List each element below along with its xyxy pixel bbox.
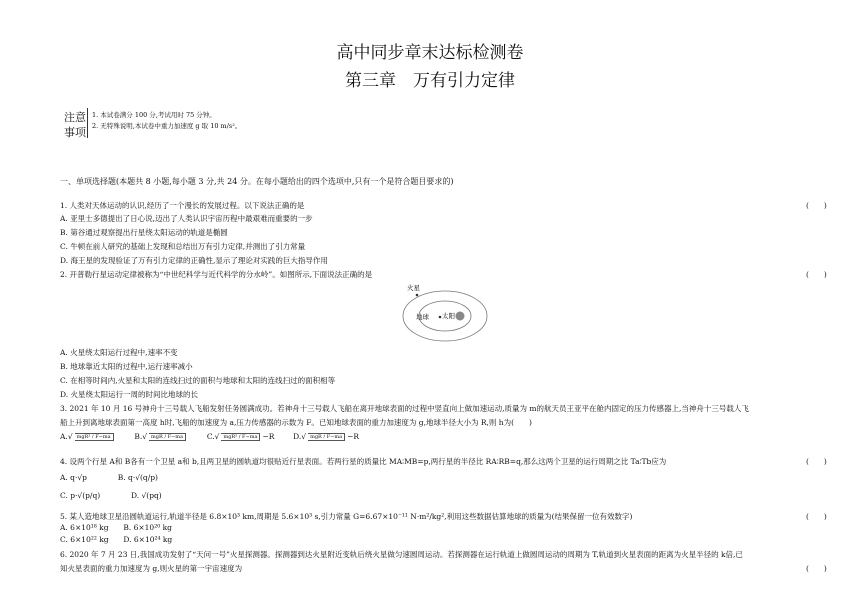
- notice-item: 2. 无特殊说明,本试卷中重力加速度 g 取 10 m/s²。: [92, 122, 242, 130]
- mars-mark: [416, 294, 419, 297]
- q3-option-c: C.√ mgR² / F−ma −R: [206, 432, 275, 441]
- q2-answer-blank: ( ): [806, 270, 827, 279]
- earth-label: 地球: [416, 313, 429, 321]
- q5-option-a: A. 6×10¹⁸ kg: [60, 523, 109, 532]
- q3-stem-line2: 船上升到离地球表面第一高度 h时,飞船的加速度为 a,压力传感器的示数为 F。已知地球表面的重力加速度为 g,地球半径大小为 R,则 h为( ): [60, 418, 532, 427]
- q1-option-d: D. 海王星的发现验证了万有引力定律的正确性,显示了理论对实践的巨大指导作用: [60, 256, 328, 265]
- q3-option-a: A.√ mgR² / F−ma: [60, 432, 116, 441]
- notice-separator: [87, 108, 88, 138]
- q5-options-row2: [60, 535, 172, 544]
- q4-stem: 4. 设两个行星 A和 B各有一个卫星 a和 b,且两卫星的圆轨道均很贴近行星表面。若两行星的质量比 MA∶MB=p,两行星的半径比 RA∶RB=q,那么这两个卫星的运行周期之比 Ta∶Tb应为: [60, 457, 667, 466]
- chapter-title: 第三章 万有引力定律: [345, 71, 515, 91]
- q2-option-c: C. 在相等时间内,火星和太阳的连线扫过的面积与地球和太阳的连线扫过的面积相等: [60, 376, 336, 385]
- q6-answer-blank: ( ): [806, 564, 827, 573]
- orbit-diagram: [400, 282, 490, 344]
- q6-stem-line2: 知火星表面的重力加速度为 g,则火星的第一宇宙速度为: [60, 564, 243, 573]
- q5-stem: 5. 某人造地球卫星沿圆轨道运行,轨道半径是 6.8×10³ km,周期是 5.6×10³ s,引力常量 G=6.67×10⁻¹¹ N·m²/kg²,利用这些数据估算地球的质量为(结果保留一位有效数字): [60, 512, 633, 521]
- sun-label: 太阳: [442, 312, 455, 320]
- notice-list: [92, 110, 241, 132]
- q5-answer-blank: ( ): [806, 512, 827, 521]
- mars-label: 火星: [407, 284, 420, 292]
- q4-option-d: D. √(pq): [130, 491, 162, 500]
- q4-answer-blank: ( ): [806, 457, 827, 466]
- q2-option-d: D. 火星绕太阳运行一周的时间比地球的长: [60, 390, 199, 399]
- q2-option-a: A. 火星绕太阳运行过程中,速率不变: [60, 348, 178, 357]
- q1-option-a: A. 亚里士多德提出了日心说,迈出了人类认识宇宙历程中最艰难而重要的一步: [60, 214, 313, 223]
- q2-stem: 2. 开普勒行星运动定律被称为“中世纪科学与近代科学的分水岭”。如图所示,下面说法正确的是: [60, 270, 373, 279]
- q4-options-row2: [60, 491, 162, 500]
- q5-options-row1: [60, 523, 172, 532]
- notice-label: 注意 事项: [64, 111, 86, 139]
- q1-option-c: C. 牛顿在前人研究的基础上发现和总结出万有引力定律,并测出了引力常量: [60, 242, 306, 251]
- section-heading: 一、单项选择题(本题共 8 小题,每小题 3 分,共 24 分。在每小题给出的四个选项中,只有一个是符合题目要求的): [60, 177, 454, 186]
- q1-option-b: B. 第谷通过观察提出行星绕太阳运动的轨道是椭圆: [60, 228, 228, 237]
- earth-mark: [439, 316, 442, 319]
- q5-option-c: C. 6×10²² kg: [60, 535, 109, 544]
- notice-item: 1. 本试卷满分 100 分,考试用时 75 分钟。: [92, 111, 216, 119]
- q3-stem-line1: 3. 2021 年 10 月 16 号神舟十三号载人飞船发射任务圆满成功。若神舟十三号载人飞船在离开地球表面的过程中竖直向上做加速运动,质量为 m的航天员王亚平在舱内固定的压力传感器上,当神舟十三号载人飞: [60, 404, 749, 413]
- q3-option-d: D.√ mgR / F−ma −R: [293, 432, 359, 441]
- q4-option-b: B. q·√(q/p): [117, 473, 158, 482]
- page-title: 高中同步章末达标检测卷: [336, 43, 524, 63]
- q1-answer-blank: ( ): [806, 201, 827, 210]
- q2-option-b: B. 地球靠近太阳的过程中,运行速率减小: [60, 362, 193, 371]
- q4-options-row1: [60, 473, 158, 482]
- q5-option-b: B. 6×10²⁰ kg: [123, 523, 172, 532]
- q3-option-b: B.√ mgR / F−ma: [134, 432, 188, 441]
- q1-stem: 1. 人类对天体运动的认识,经历了一个漫长的发展过程。以下说法正确的是: [60, 201, 305, 210]
- q4-option-c: C. p·√(p/q): [60, 491, 101, 500]
- sun-mark: [456, 312, 465, 321]
- q4-option-a: A. q·√p: [60, 473, 87, 482]
- q3-options: [60, 432, 359, 441]
- q5-option-d: D. 6×10²⁴ kg: [123, 535, 173, 544]
- q6-stem-line1: 6. 2020 年 7 月 23 日,我国成功发射了“天问一号”火星探测器。探测器到达火星附近变轨后绕火星做匀速圆周运动。若探测器在运行轨道上做圆周运动的周期为 T,轨道到火星表面的距离为火星半径的 k倍,已: [60, 550, 743, 559]
- orbit-figure: [400, 282, 490, 344]
